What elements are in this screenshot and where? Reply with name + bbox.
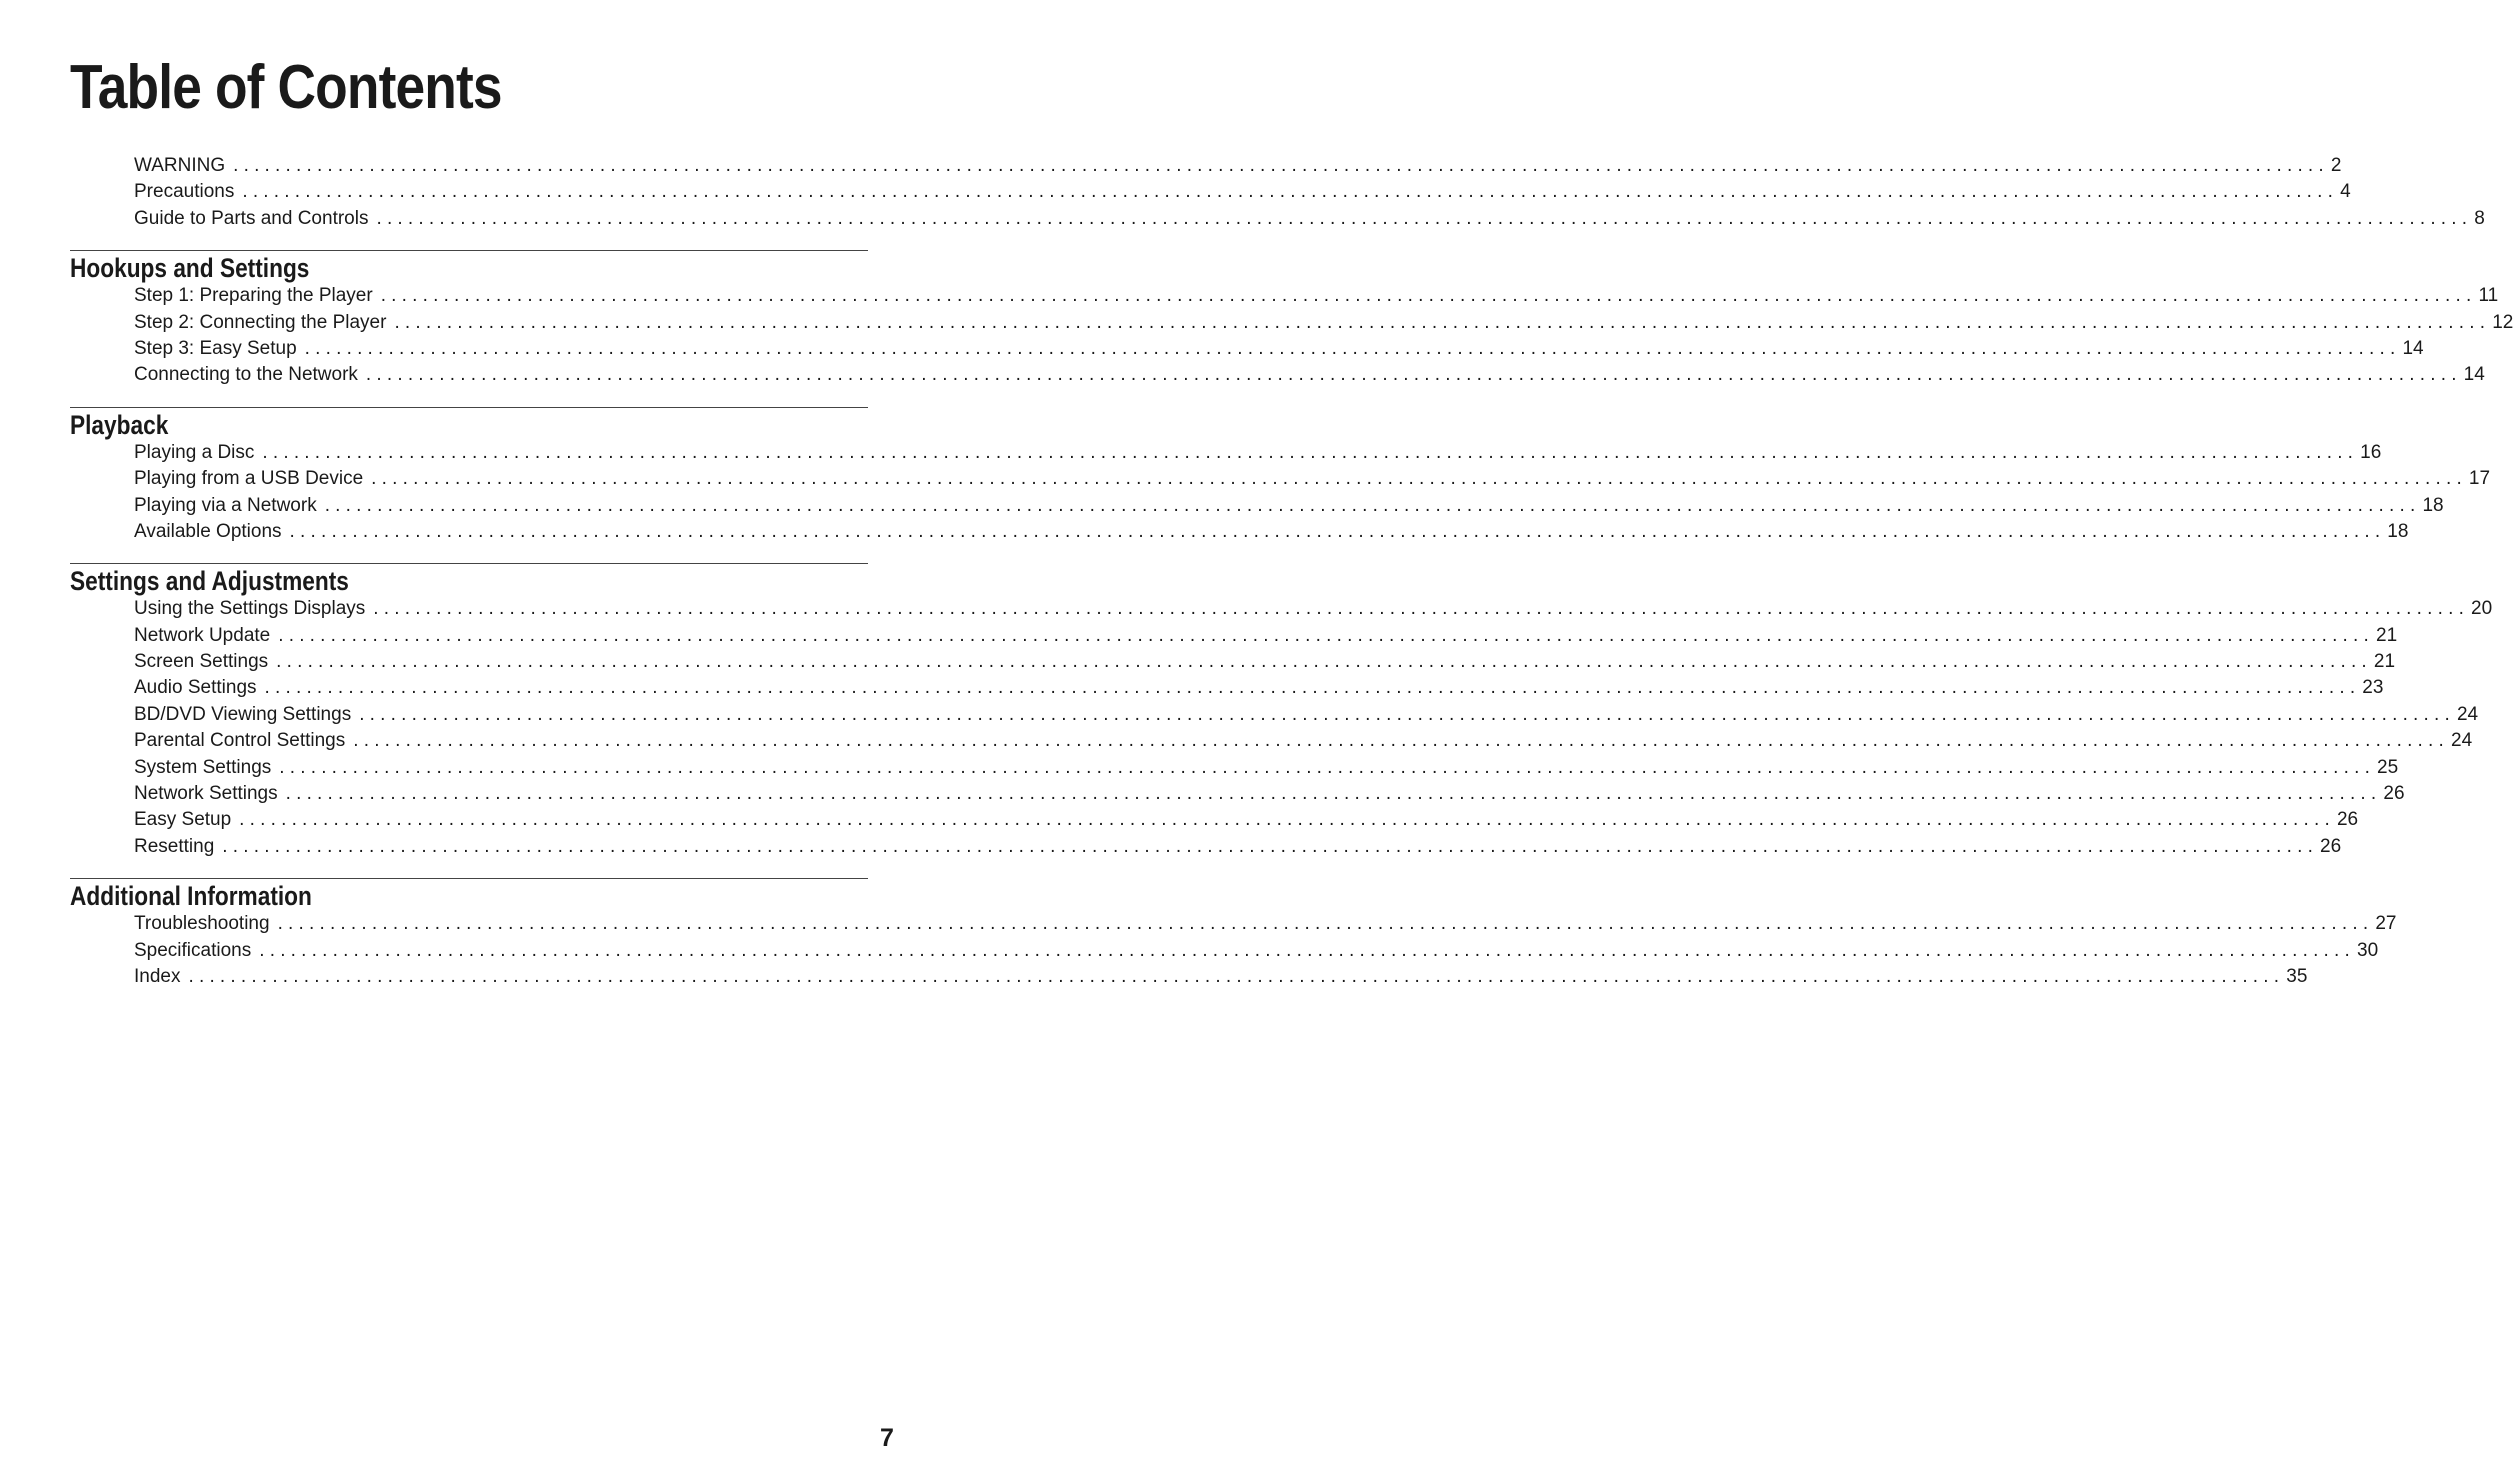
toc-entry[interactable]	[134, 807, 2359, 833]
dot-leader: ........................................................................................................................................................................................................	[380, 285, 2477, 307]
dot-leader: ........................................................................................................................................................................................................	[233, 155, 2329, 176]
toc-entry[interactable]	[134, 834, 2342, 860]
toc-entry-title: Network Settings	[134, 783, 278, 805]
dot-leader: ........................................................................................................................................................................................................	[278, 624, 2374, 646]
toc-entry-title: Available Options	[134, 520, 282, 542]
toc-entry[interactable]	[134, 153, 2342, 179]
toc-entry-title: Using the Settings Displays	[134, 598, 366, 620]
dot-leader: ........................................................................................................................................................................................................	[242, 181, 2339, 203]
toc-entry-page-number: 21	[2373, 651, 2396, 673]
section-heading: Playback	[70, 409, 169, 440]
toc-entry-page-number: 35	[2286, 965, 2308, 987]
toc-entry-page-number: 14	[2402, 337, 2424, 359]
toc-entry[interactable]	[134, 519, 2409, 545]
dot-leader: ........................................................................................................................................................................................................	[239, 809, 2335, 831]
toc-entry-title: Troubleshooting	[134, 913, 270, 935]
toc-entry-title: Precautions	[134, 181, 235, 203]
toc-entry[interactable]	[134, 310, 2513, 336]
dot-leader: ........................................................................................................................................................................................................	[279, 756, 2376, 778]
toc-entry[interactable]	[134, 362, 2485, 388]
section-heading: Additional Information	[70, 881, 312, 912]
toc-entry-title: System Settings	[134, 756, 272, 778]
dot-leader: ........................................................................................................................................................................................................	[264, 677, 2361, 699]
toc-entry-page-number: 18	[2387, 520, 2409, 542]
dot-leader: ........................................................................................................................................................................................................	[359, 703, 2455, 725]
dot-leader: ........................................................................................................................................................................................................	[222, 835, 2319, 857]
toc-entry[interactable]	[134, 440, 2382, 466]
toc-entry-page-number: 30	[2357, 939, 2379, 961]
dot-leader: ........................................................................................................................................................................................................	[304, 337, 2401, 359]
toc-entry-page-number: 16	[2360, 441, 2382, 463]
toc-entry[interactable]	[134, 283, 2499, 309]
toc-entry-title: Audio Settings	[134, 677, 257, 699]
toc-entry[interactable]	[134, 179, 2351, 205]
toc-entry-page-number: 2	[2330, 155, 2342, 176]
toc-entry-title: Easy Setup	[134, 809, 232, 831]
toc-entry-page-number: 27	[2375, 913, 2397, 935]
toc-entry-title: Index	[134, 965, 181, 987]
dot-leader: ........................................................................................................................................................................................................	[259, 939, 2355, 961]
toc-entry-title: Resetting	[134, 835, 215, 857]
toc-entry-title: Screen Settings	[134, 651, 269, 673]
dot-leader: ........................................................................................................................................................................................................	[277, 913, 2374, 935]
toc-entry[interactable]	[134, 493, 2444, 519]
toc-entry-title: Specifications	[134, 939, 252, 961]
page-number: 7	[880, 1424, 894, 1452]
toc-entry[interactable]	[134, 911, 2397, 937]
dot-leader: ........................................................................................................................................................................................................	[188, 965, 2285, 987]
toc-entry-title: Playing from a USB Device	[134, 468, 364, 490]
dot-leader: ........................................................................................................................................................................................................	[276, 651, 2372, 673]
toc-entry-page-number: 11	[2478, 285, 2499, 307]
page-title: Table of Contents	[70, 53, 502, 122]
toc-entry-title: Playing a Disc	[134, 441, 255, 463]
dot-leader: ........................................................................................................................................................................................................	[262, 441, 2359, 463]
toc-entry-title: Step 1: Preparing the Player	[134, 285, 373, 307]
toc-entry-page-number: 26	[2320, 835, 2342, 857]
dot-leader: ........................................................................................................................................................................................................	[394, 311, 2491, 333]
section-heading: Hookups and Settings	[70, 253, 310, 284]
toc-entry-page-number: 18	[2422, 494, 2444, 516]
toc-entry[interactable]	[134, 781, 2405, 807]
toc-entry-title: WARNING	[134, 155, 226, 176]
toc-entry[interactable]	[134, 336, 2424, 362]
toc-entry-page-number: 24	[2451, 730, 2473, 752]
toc-entry-page-number: 25	[2377, 756, 2399, 778]
dot-leader: ........................................................................................................................................................................................................	[324, 494, 2421, 516]
toc-entry[interactable]	[134, 675, 2384, 701]
toc-entry-title: Parental Control Settings	[134, 730, 346, 752]
toc-entry-title: Step 2: Connecting the Player	[134, 311, 387, 333]
section-heading: Settings and Adjustments	[70, 566, 349, 597]
toc-entry-page-number: 12	[2492, 311, 2513, 333]
toc-entry-page-number: 20	[2471, 598, 2493, 620]
dot-leader: ........................................................................................................................................................................................................	[353, 730, 2449, 752]
toc-entry[interactable]	[134, 596, 2493, 622]
toc-entry[interactable]	[134, 649, 2396, 675]
toc-entry[interactable]	[134, 964, 2308, 990]
dot-leader: ........................................................................................................................................................................................................	[285, 783, 2382, 805]
toc-entry[interactable]	[134, 702, 2479, 728]
toc-section-playback	[70, 407, 2491, 546]
toc-section-settings-and-adjustments	[70, 563, 2493, 860]
dot-leader: ........................................................................................................................................................................................................	[376, 207, 2473, 229]
toc-entry[interactable]	[134, 623, 2398, 649]
toc-entry[interactable]	[134, 728, 2473, 754]
toc-entry-title: Playing via a Network	[134, 494, 317, 516]
dot-leader: ........................................................................................................................................................................................................	[365, 364, 2462, 386]
toc-entry[interactable]	[134, 206, 2485, 232]
table-of-contents	[70, 153, 2513, 990]
toc-entry[interactable]	[134, 466, 2491, 492]
toc-section-hookups-and-settings	[70, 250, 2513, 389]
toc-entry-page-number: 23	[2362, 677, 2384, 699]
toc-entry-title: Connecting to the Network	[134, 364, 358, 386]
toc-entry-title: Step 3: Easy Setup	[134, 337, 297, 359]
toc-entry-title: Network Update	[134, 624, 271, 646]
toc-entry-page-number: 21	[2376, 624, 2398, 646]
toc-entry[interactable]	[134, 938, 2379, 964]
toc-entry-page-number: 26	[2336, 809, 2359, 831]
toc-section-additional-information	[70, 878, 2397, 990]
dot-leader: ........................................................................................................................................................................................................	[373, 598, 2470, 620]
toc-entry-page-number: 8	[2474, 207, 2485, 229]
toc-entry-page-number: 14	[2463, 364, 2485, 386]
toc-entry-title: Guide to Parts and Controls	[134, 207, 369, 229]
toc-entry-page-number: 17	[2468, 468, 2491, 490]
dot-leader: ........................................................................................................................................................................................................	[289, 520, 2386, 542]
toc-entry[interactable]	[134, 755, 2399, 781]
toc-entry-page-number: 4	[2340, 181, 2351, 203]
toc-entry-title: BD/DVD Viewing Settings	[134, 703, 352, 725]
toc-entry-page-number: 26	[2383, 783, 2405, 805]
dot-leader: ........................................................................................................................................................................................................	[371, 468, 2467, 490]
toc-entry-page-number: 24	[2456, 703, 2479, 725]
toc-section-front-matter	[70, 153, 2485, 232]
